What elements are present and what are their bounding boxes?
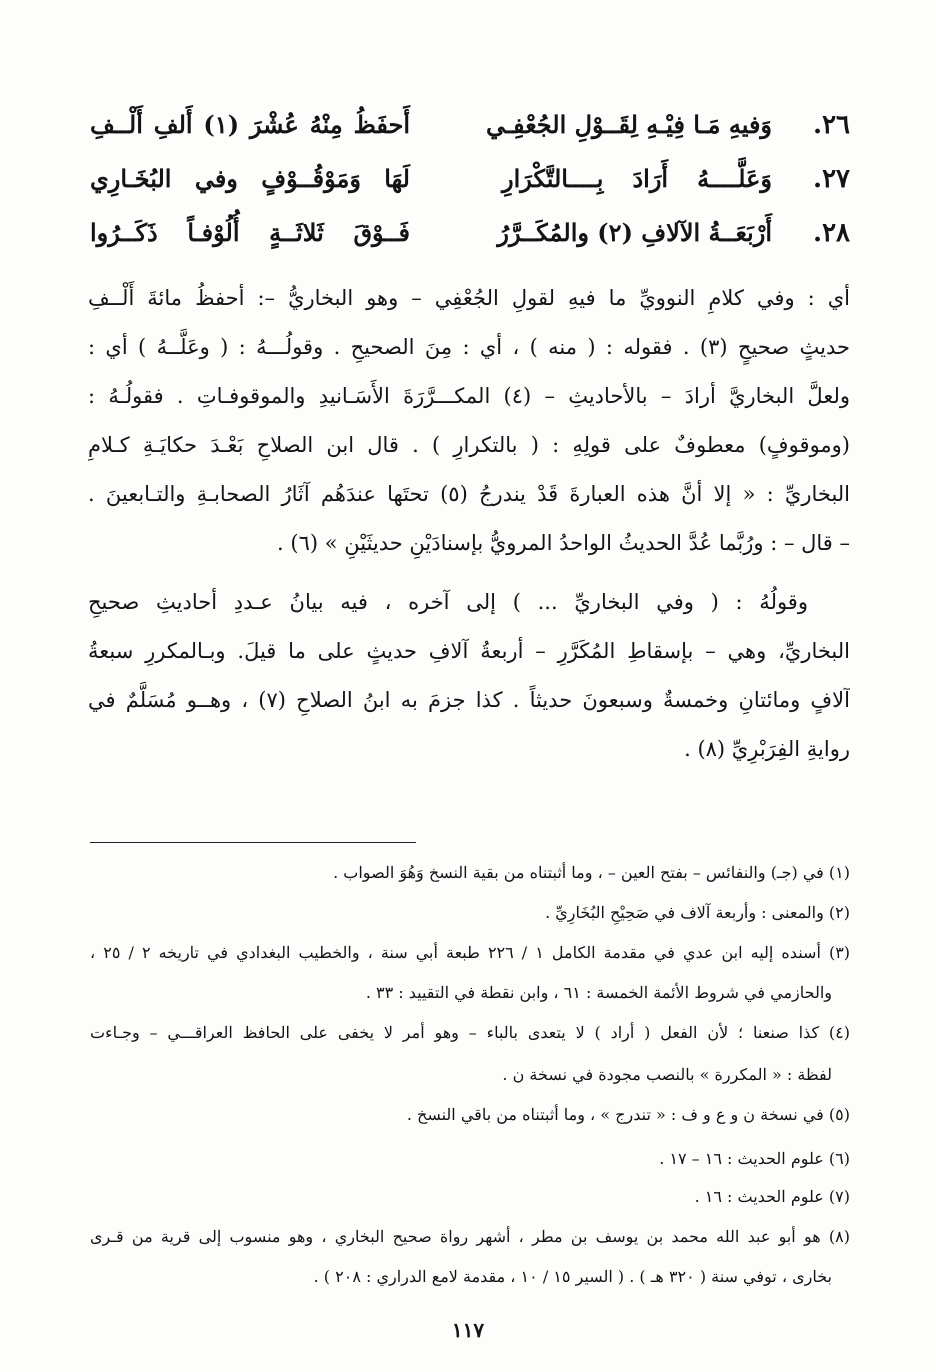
verse-number: ٢٨. xyxy=(813,218,850,248)
commentary-paragraph-2 xyxy=(88,578,850,774)
commentary-line: ولعلَّ البخاريَّ أرادَ – بالأحاديثِ – (٤) المكـــرَّرَةَ الأَسَـانيدِ والموقوفـاتِ . فقولُـهُ : xyxy=(88,384,850,408)
commentary-line: وقولُهُ : ( وفي البخاريِّ ... ) إلى آخره ، فيه بيانُ عـددِ أحاديثِ صحيحِ xyxy=(88,590,808,614)
footnote-7: (٧) علوم الحديث : ١٦ . xyxy=(694,1187,850,1206)
footnote-6: (٦) علوم الحديث : ١٦ – ١٧ . xyxy=(659,1149,850,1168)
footnote-5: (٥) في نسخة ن و ع و ف : « تندرج » ، وما أثبتناه من باقي النسخ . xyxy=(406,1105,850,1124)
commentary-line: آلافٍ ومائتانِ وخمسةٌ وسبعونَ حديثاً . كذا جزمَ به ابنُ الصلاحِ (٧) ، وهــو مُسَلَّمٌ في xyxy=(88,688,850,712)
verse-27 xyxy=(90,160,850,208)
verse-28 xyxy=(90,214,850,262)
verse-number: ٢٧. xyxy=(813,164,850,194)
commentary-line: – قال – : ورُبَّما عُدَّ الحديثُ الواحدُ المرويُّ بإسنادَيْنِ حديثَيْنِ » (٦) . xyxy=(277,531,850,555)
verse-26 xyxy=(90,106,850,154)
verse-first-hemistich: وَعَلَّــــهُ أَرَادَ بِــــالتَّكْرَارِ xyxy=(502,164,772,193)
footnote-4: (٤) كذا صنعنا ؛ لأن الفعل ( أراد ) لا يتعدى بالباء – وهو أمر لا يخفى على الحافظ العراقـــي – وجـاءت xyxy=(90,1023,850,1042)
footnote-1: (١) في (جـ) والنفائس – بفتح العين – ، وما أثبتناه من بقية النسخ وَهُوَ الصواب . xyxy=(333,863,850,882)
footnote-8-continued: بخارى ، توفي سنة ( ٣٢٠ هـ ) . ( السير ١٥ / ١٠ ، مقدمة لامع الدراري : ٢٠٨ ) . xyxy=(313,1267,832,1286)
commentary-line: حديثٍ صحيحٍ (٣) . فقوله : ( منه ) ، أي : مِنَ الصحيحِ . وقولُـــهُ : ( وعَلَّــهُ ) أي : xyxy=(88,335,850,359)
verse-first-hemistich: أَرْبَعَــةُ الآلافِ (٢) والمُكَــرَّرُ xyxy=(497,218,772,247)
commentary-line: أي : وفي كلامِ النوويِّ ما فيهِ لقولِ الجُعْفِي – وهو البخاريُّ –: أحفظُ مائةَ أَلْــفِ xyxy=(88,286,850,310)
verse-second-hemistich: فَــوْقَ ثَلاثَــةٍ أُلُوْفـاً ذَكَــرُوا xyxy=(90,218,410,247)
footnote-4-continued: لفظة : « المكررة » بالنصب مجودة في نسخة ن . xyxy=(502,1065,832,1084)
verse-second-hemistich: أَحفَظُ مِنْهُ عُشْرَ (١) أَلفِ أَلْــفِ xyxy=(90,110,410,139)
commentary-line: البخاريِّ : « إلا أنَّ هذه العبارةَ قَدْ يندرجُ (٥) تحتَها عندَهُم آثَارُ الصحابـةِ والتـابعينَ . xyxy=(88,482,850,506)
verse-number: ٢٦. xyxy=(813,110,850,140)
page-number: ١١٧ xyxy=(451,1318,485,1342)
commentary-line: (وموقوفٍ) معطوفٌ على قولِهِ : ( بالتكرارِ ) . قال ابن الصلاحِ بَعْـدَ حكايَـةِ كـلامِ xyxy=(88,433,850,457)
commentary-line: البخاريِّ، وهي – بإسقاطِ المُكَرَّرِ – أربعةُ آلافِ حديثٍ على ما قيلَ. وبـالمكررِ سبعةُ xyxy=(88,639,850,663)
footnote-3-continued: والحازمي في شروط الأئمة الخمسة : ٦١ ، وابن نقطة في التقييد : ٣٣ . xyxy=(365,983,832,1002)
commentary-line: روايةِ الفِرَبْرِيِّ (٨) . xyxy=(684,737,850,761)
footnote-8: (٨) هو أبو عبد الله محمد بن يوسف بن مطر ، أشهر رواة صحيح البخاري ، وهو منسوب إلى قرية من قـرى xyxy=(90,1227,850,1246)
commentary-paragraph-1 xyxy=(88,274,850,568)
footnote-3: (٣) أسنده إليه ابن عدي في مقدمة الكامل ١ / ٢٢٦ طبعة أبي سنة ، والخطيب البغدادي في تاريخه ٢ / ٢٥ ، xyxy=(90,943,851,962)
footnote-separator xyxy=(90,842,416,843)
footnote-2: (٢) والمعنى : وأربعة آلاف في صَحِيْحِ البُخَارِيِّ . xyxy=(545,903,850,922)
verse-first-hemistich: وَفيهِ مَـا فِيْـهِ لِقَــوْلِ الجُعْفِـي xyxy=(486,110,772,139)
verse-second-hemistich: لَهَا وَمَوْقُــوْفٍ وفي البُخَـارِي xyxy=(90,164,410,193)
